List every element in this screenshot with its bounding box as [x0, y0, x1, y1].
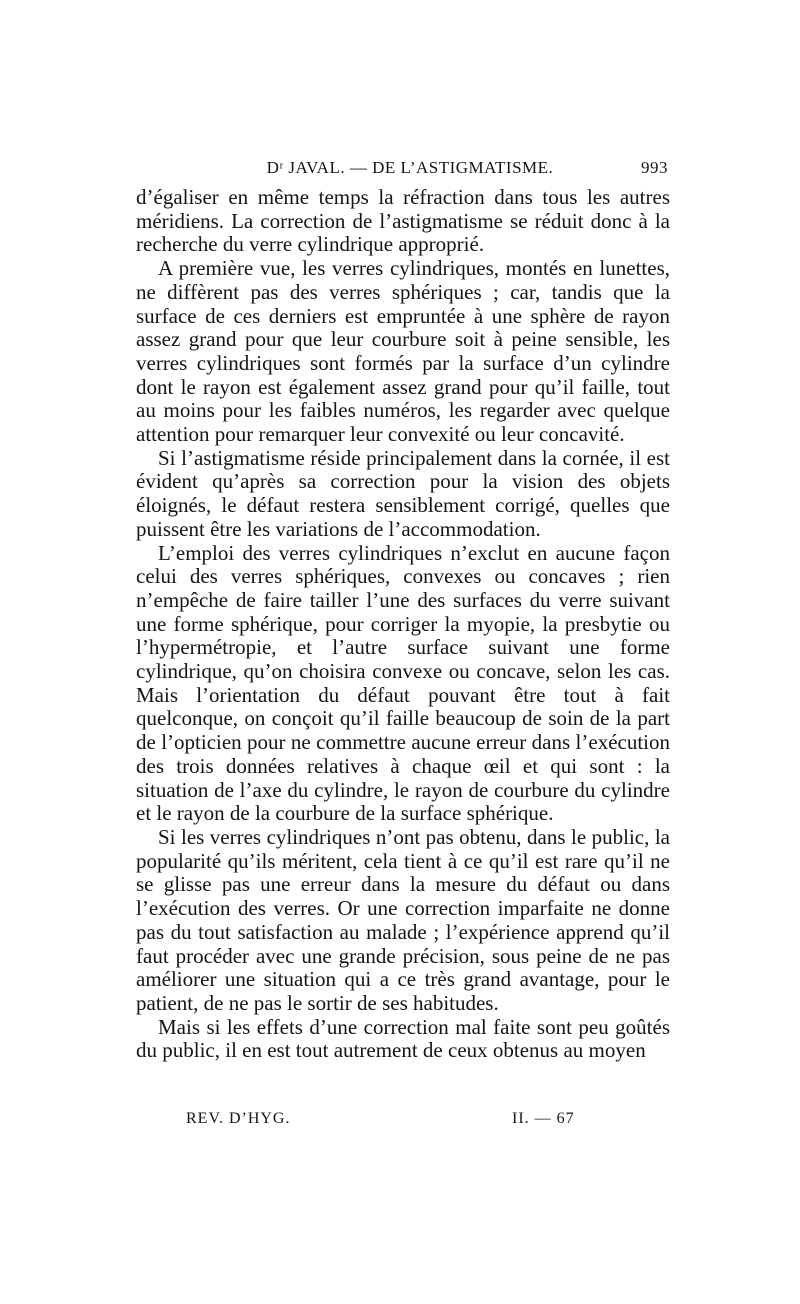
signature-line [186, 1110, 606, 1136]
paragraph: Si l’astigmatisme réside principalement dans la cornée, il est évident qu’après sa correction pour la vision des objets éloignés, le défaut restera sensiblement corrigé, quelles que puissent être les variations de l’accommodation. [136, 445, 670, 541]
paragraph: Mais si les effets d’une correction mal faite sont peu goûtés du public, il en est tout autrement de ceux obtenus au moyen [136, 1014, 670, 1063]
page-number: 993 [641, 158, 668, 177]
journal-signature: REV. D’HYG. [186, 1110, 291, 1127]
paragraph: d’égaliser en même temps la réfraction dans tous les autres méridiens. La correction de l’astigmatisme se réduit donc à la recherche du verre cylindrique approprié. [136, 185, 670, 257]
running-head [136, 158, 684, 186]
running-title: Dʳ JAVAL. — DE L’ASTIGMATISME. [266, 158, 554, 177]
paragraph: A première vue, les verres cylindriques, montés en lunettes, ne diffèrent pas des verres sphériques ; car, tandis que la surface de ces derniers est empruntée à une sphère de rayon assez grand pour que leur courbure soit à peine sensible, les verres cylindriques sont formés par la surface d’un cylindre dont le rayon est également assez grand pour qu’il faille, tout au moins pour les faibles numéros, les regarder avec quelque attention pour remarquer leur convexité ou leur concavité. [136, 256, 670, 447]
paragraph: Si les verres cylindriques n’ont pas obtenu, dans le public, la popularité qu’ils méritent, cela tient à ce qu’il est rare qu’il ne se glisse pas une erreur dans la mesure du défaut ou dans l’exécution des verres. Or une correction imparfaite ne donne pas du tout satisfaction au malade ; l’expérience apprend qu’il faut procéder avec une grande précision, sous peine de ne pas améliorer une situation qui a ce très grand avantage, pour le patient, de ne pas le sortir de ses habitudes. [136, 824, 670, 1015]
body-text [136, 186, 670, 1063]
sheet-signature: II. — 67 [512, 1110, 575, 1127]
paragraph: L’emploi des verres cylindriques n’exclut en aucune façon celui des verres sphériques, convexes ou concaves ; rien n’empêche de faire tailler l’une des surfaces du verre suivant une forme sphérique, pour corriger la myopie, la presbytie ou l’hypermétropie, et l’autre surface suivant une forme cylindrique, qu’on choisira convexe ou concave, selon les cas. Mais l’orientation du défaut pouvant être tout à fait quelconque, on conçoit qu’il faille beaucoup de soin de la part de l’opticien pour ne commettre aucune erreur dans l’exécution des trois données relatives à chaque œil et qui sont : la situation de l’axe du cylindre, le rayon de courbure du cylindre et le rayon de la courbure de la surface sphérique. [136, 540, 670, 826]
